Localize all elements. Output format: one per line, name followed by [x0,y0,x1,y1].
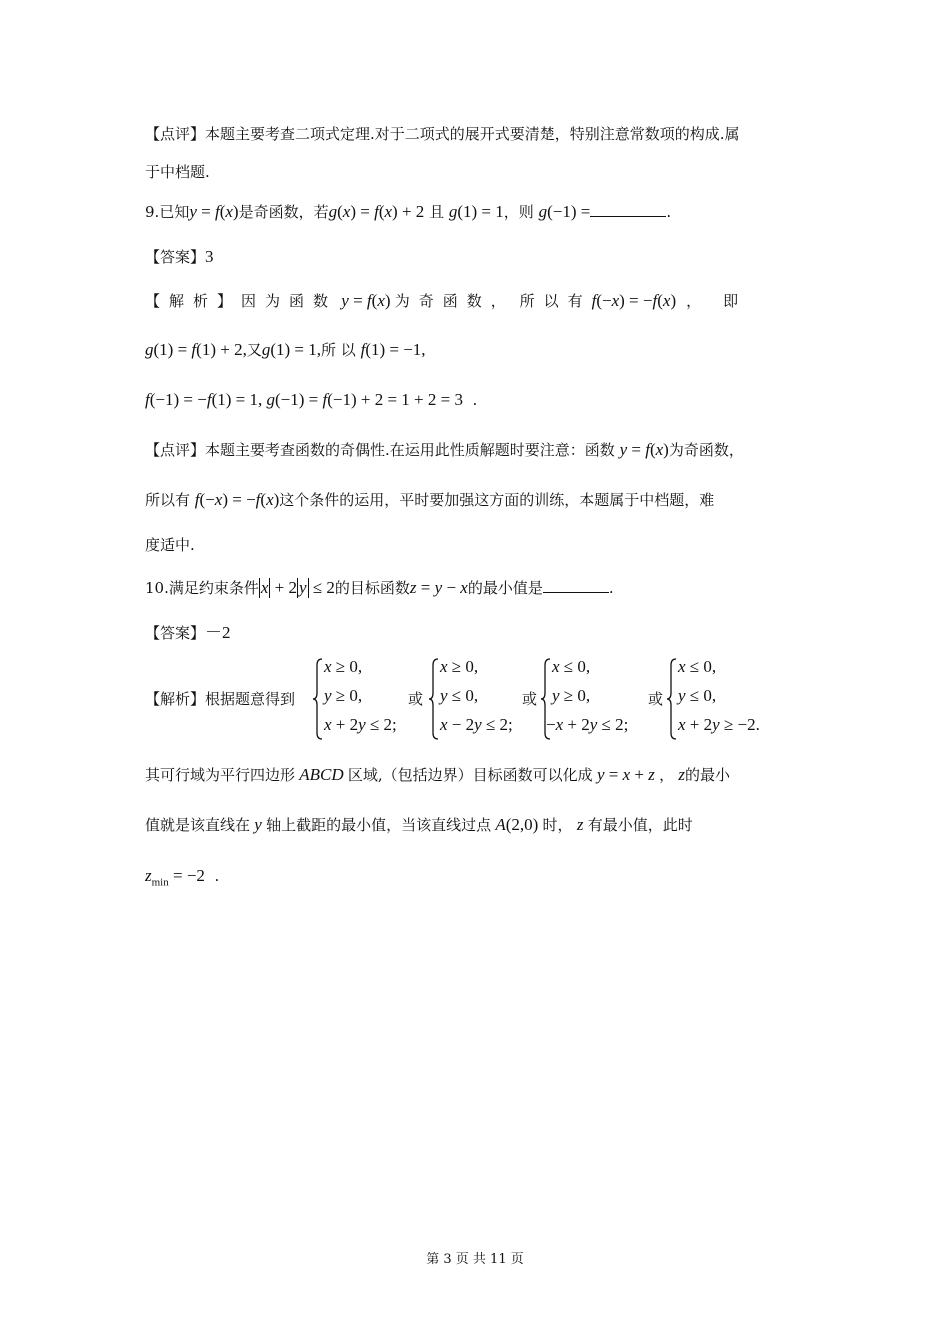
solution-text: 轴上截距的最小值，当该直线过点 [266,816,492,834]
solution-text: 区域,（包括边界）目标函数可以化成 [347,766,593,784]
answer-tag: 【答案】 [145,248,206,266]
left-brace-icon [312,657,324,741]
inequality-system-2: x ≥ 0, y ≤ 0, x − 2y ≤ 2; [428,657,528,741]
answer-blank [543,592,609,593]
question-text: 的目标函数 [334,579,410,597]
math-expr: g(1) = 1 [448,202,504,221]
solution-9-line-2 [145,338,426,362]
answer-9 [145,245,214,269]
math-expr: y [250,815,267,834]
question-9: 9.已知y = f(x)是奇函数，若g(x) = f(x) + 2 且 g(1) = 1，则 g(−1) = . [145,202,672,221]
question-text: 且 [429,203,445,221]
math-expr: z = y − x [409,578,468,597]
question-text: 满足约束条件 [168,579,259,597]
question-10: 10.满足约束条件 x + 2 y ≤ 2的目标函数z = y − x的最小值是 . [145,578,614,597]
solution-text: 所以有 [519,292,592,310]
left-brace-icon [428,657,440,741]
comment-text: 本题主要考查函数的奇偶性.在运用此性质解题时要注意：函数 [205,441,615,459]
solution-10-line-2: 其可行域为平行四边形 ABCD 区域,（包括边界）目标函数可以化成 y = x + z ， z的最小 [145,765,730,784]
solution-10-label [145,687,295,711]
math-expr: $z_{min} = -2$ [145,866,205,889]
or-word: 或 [648,690,664,708]
solution-text: 所 以 [321,341,356,359]
answer-value: －2 [205,623,231,642]
math-expr: f(1) = −1, [360,340,426,359]
math-expr: g(1) = f(1) + 2, [145,340,247,359]
comment-text: 为奇函数， [668,441,744,459]
solution-text: 值就是该直线在 [145,816,251,834]
solution-text: 其可行域为平行四边形 [145,766,296,784]
comment-text: 本题主要考查二项式定理.对于二项式的展开式要清楚，特别注意常数项的构成.属 [205,125,740,143]
inequality-system-1: x ≥ 0, y ≥ 0, x + 2y ≤ 2; [312,657,412,741]
comment-text: 于中档题. [145,163,210,181]
solution-text: 因为函数 [241,292,338,310]
or-word: 或 [408,690,424,708]
comment-8-line-2 [145,160,210,184]
math-expr: f(−x) = −f(x) [591,291,677,310]
solution-text: 有最小值，此时 [587,816,693,834]
solution-tag: 【解析】 [145,690,206,708]
math-expr: z [674,765,685,784]
math-expr: g(−1) = [538,202,591,221]
answer-tag: 【答案】 [145,624,206,642]
left-brace-icon [666,657,678,741]
math-expr: f(−1) = −f(1) = 1, g(−1) = f(−1) + 2 = 1 + 2 = 3 [145,390,463,409]
answer-value: 3 [205,247,214,266]
solution-10-line-4: $z_{min} = -2$ . [145,866,220,889]
math-expr: y = f(x) [619,440,669,459]
math-expr: f(−x) = −f(x) [194,490,280,509]
math-expr: g(x) = f(x) + 2 [328,202,425,221]
solution-text: 的最小 [684,766,730,784]
comment-text: 度适中. [145,536,195,554]
answer-blank [590,216,666,217]
comment-8-line-1 [145,122,740,146]
comment-9-line-1 [145,438,744,462]
solution-9-line-1: 【解析】因为函数 y = f(x) 为奇函数， 所以有f(−x) = −f(x) ， 即 [145,291,739,310]
question-text: ，则 [503,203,534,221]
inequality-system-3: x ≤ 0, y ≥ 0, −x + 2y ≤ 2; [540,657,650,741]
question-text: 的最小值是 [467,579,543,597]
page-footer: 第 3 页 共 11 页 [426,1252,524,1267]
solution-text: 又 [246,341,262,359]
math-expr: x + 2 y ≤ 2 [260,578,335,597]
solution-9-line-3: f(−1) = −f(1) = 1, g(−1) = f(−1) + 2 = 1 + 2 = 3 . [145,390,478,409]
math-expr: ABCD [295,765,348,784]
solution-text: 时， [542,816,573,834]
or-word: 或 [522,690,538,708]
solution-10-line-3 [145,813,693,837]
solution-tag: 【解析】 [145,292,242,310]
question-text: 已知 [159,203,190,221]
math-expr: z [572,815,588,834]
math-expr: y = x + z [596,765,655,784]
comment-tag: 【点评】 [145,125,206,143]
math-expr: A(2,0) [495,815,543,834]
math-expr: g(1) = 1, [261,340,322,359]
question-number: 9. [145,203,160,221]
question-text: 是奇函数，若 [238,203,329,221]
answer-10 [145,621,231,645]
solution-text: 即 [723,292,739,310]
math-expr: y = f(x) [189,202,239,221]
math-expr: y = f(x) [341,291,395,310]
comment-text: 这个条件的运用，平时要加强这方面的训练，本题属于中档题，难 [279,491,715,509]
solution-text: 为奇函数， [394,292,515,310]
question-number: 10. [145,579,169,597]
comment-tag: 【点评】 [145,441,206,459]
comment-9-line-3 [145,533,195,557]
comment-text: 所以有 [145,491,191,509]
solution-text: 根据题意得到 [205,690,296,708]
comment-9-line-2 [145,488,714,512]
inequality-system-4: x ≤ 0, y ≤ 0, x + 2y ≥ −2. [666,657,786,741]
